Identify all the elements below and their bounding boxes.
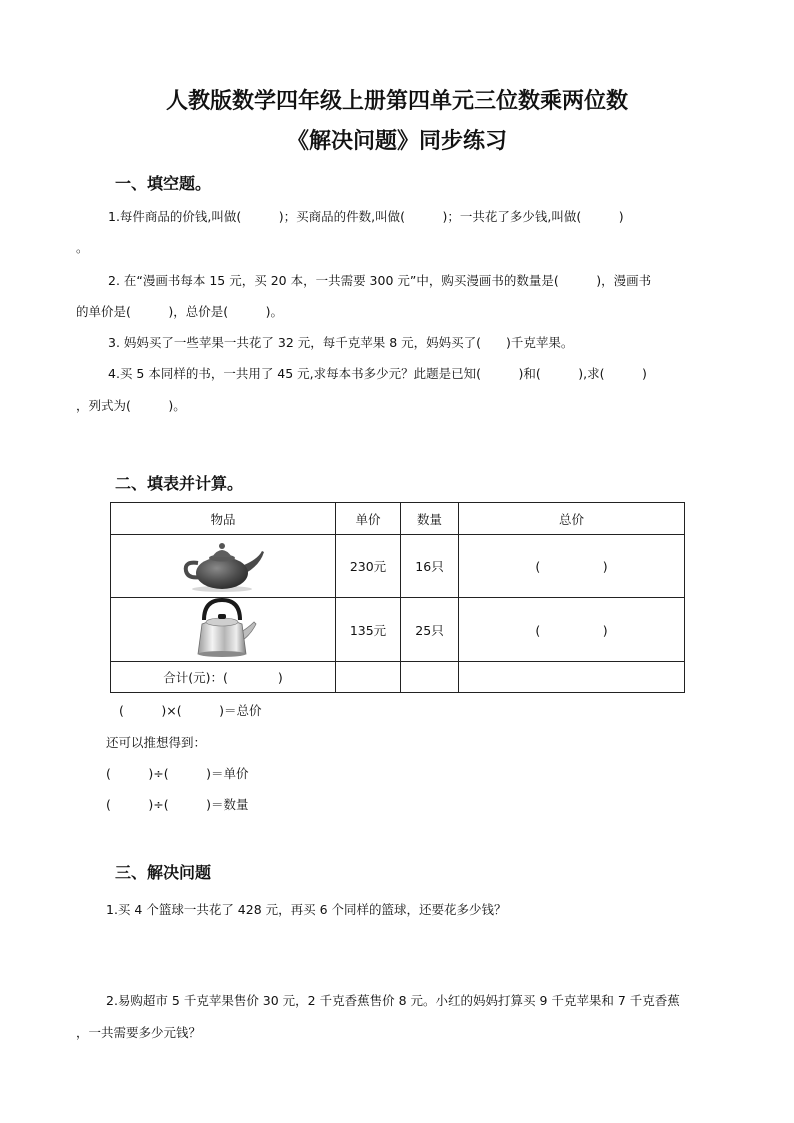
section-2-heading: 二、填表并计算。 — [115, 474, 244, 493]
question-1-4-line1: 4.买 5 本同样的书，一共用了 45 元,求每本书多少元？此题是已知( )和( ),求( ) — [108, 366, 647, 381]
question-1-1-line1: 1.每件商品的价钱,叫做( )；买商品的件数,叫做( )；一共花了多少钱,叫做( ) — [108, 209, 624, 224]
formula-quantity: ( )÷( )＝数量 — [106, 797, 249, 812]
page-subtitle: 《解决问题》同步练习 — [286, 128, 507, 154]
question-3-2-line2: ，一共需要多少元钱？ — [76, 1025, 202, 1040]
question-1-1-line2: 。 — [76, 240, 89, 255]
question-3-2-line1: 2.易购超市 5 千克苹果售价 30 元，2 千克香蕉售价 8 元。小红的妈妈打算买 9 千克苹果和 7 千克香蕉 — [106, 993, 680, 1008]
kettle-icon — [188, 598, 258, 658]
question-1-3: 3. 妈妈买了一些苹果一共花了 32 元，每千克苹果 8 元，妈妈买了( )千克苹果。 — [108, 335, 574, 350]
formula-unit-price: ( )÷( )＝单价 — [106, 766, 249, 781]
question-1-2-line1: 2. 在“漫画书每本 15 元，买 20 本，一共需要 300 元”中，购买漫画书的数量是( )，漫画书 — [108, 273, 652, 288]
empty-cell — [336, 662, 401, 693]
formula-total: ( )×( )＝总价 — [119, 703, 262, 718]
header-quantity: 数量 — [401, 503, 459, 535]
price-cell: 230元 — [336, 535, 401, 598]
item-cell — [111, 598, 336, 662]
question-1-2-line2: 的单价是( )，总价是( )。 — [76, 304, 284, 319]
price-cell: 135元 — [336, 598, 401, 662]
teapot-icon — [178, 537, 268, 593]
question-3-1: 1.买 4 个篮球一共花了 428 元，再买 6 个同样的篮球，还要花多少钱？ — [106, 902, 507, 917]
total-cell: ( ) — [459, 535, 685, 598]
header-item: 物品 — [111, 503, 336, 535]
quantity-cell: 25只 — [401, 598, 459, 662]
question-1-4-line2: ，列式为( )。 — [76, 398, 186, 413]
quantity-cell: 16只 — [401, 535, 459, 598]
table-total-row — [111, 662, 685, 693]
sum-cell: 合计(元)：( ) — [111, 662, 336, 693]
goods-table — [110, 502, 685, 693]
table-header-row — [111, 503, 685, 535]
item-cell — [111, 535, 336, 598]
header-total: 总价 — [459, 503, 685, 535]
section-3-heading: 三、解决问题 — [115, 863, 212, 882]
empty-cell — [401, 662, 459, 693]
page-title: 人教版数学四年级上册第四单元三位数乘两位数 — [165, 88, 628, 114]
table-row — [111, 535, 685, 598]
empty-cell — [459, 662, 685, 693]
table-row — [111, 598, 685, 662]
section-1-heading: 一、填空题。 — [115, 174, 212, 193]
infer-label: 还可以推想得到： — [106, 735, 207, 750]
header-price: 单价 — [336, 503, 401, 535]
total-cell: ( ) — [459, 598, 685, 662]
